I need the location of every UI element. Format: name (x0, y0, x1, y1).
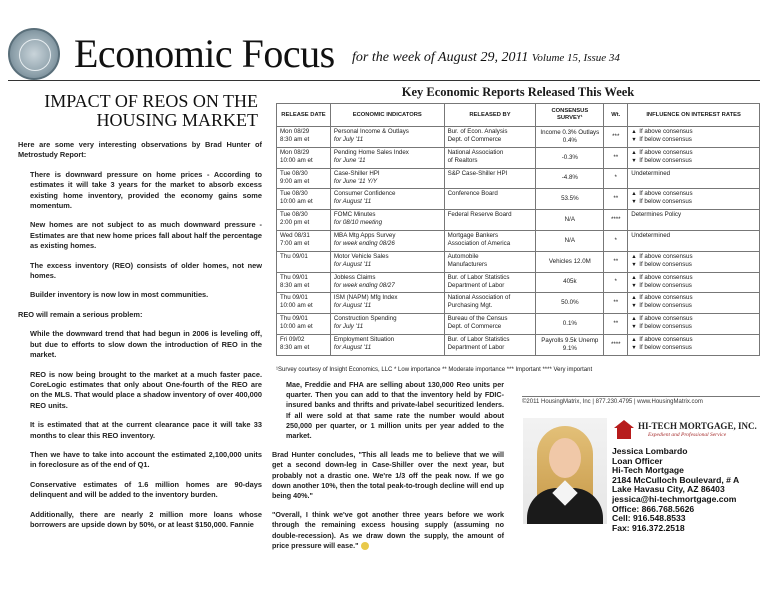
released-by-line-1: Bur. of Labor Statistics (447, 335, 510, 343)
release-date-cell (277, 230, 331, 251)
triangle-down-icon: ▼ (631, 157, 637, 164)
release-time: 10:00 am et (280, 156, 313, 164)
influence-text: If above consensus (639, 252, 693, 260)
paragraph: REO will remain a serious problem: (18, 309, 143, 319)
released-by-cell (444, 314, 536, 335)
release-date-cell (277, 293, 331, 314)
influence-cell (628, 168, 760, 189)
release-day: Fri 09/02 (280, 335, 305, 343)
influence-text: If above consensus (639, 294, 693, 302)
release-date-cell (277, 127, 331, 148)
indicator-cell (330, 314, 444, 335)
released-by-cell (444, 334, 536, 355)
triangle-up-icon: ▲ (631, 295, 637, 302)
influence-line-1 (631, 149, 756, 157)
table-row (277, 147, 760, 168)
released-by-line-2: Dept. of Commerce (447, 323, 502, 331)
influence-cell (628, 147, 760, 168)
released-by-cell (444, 230, 536, 251)
release-day: Tue 08/30 (280, 169, 308, 177)
paragraph: REO is now being brought to the market at a much faster pace. CoreLogic estimates that only about One-fourth of the REO are on the MLS. That would place a shadow inventory of over 400,000 REO units. (30, 369, 262, 410)
triangle-down-icon: ▼ (631, 344, 637, 351)
release-date-cell (277, 272, 331, 293)
indicator-name: Pending Home Sales Index (333, 148, 409, 156)
indicator-cell (330, 230, 444, 251)
paragraph-with-smiley (272, 510, 504, 551)
smiley-icon (361, 542, 369, 550)
released-by-cell (444, 293, 536, 314)
influence-line-2 (631, 344, 756, 352)
weight-cell: ** (604, 189, 628, 210)
weight-cell: ** (604, 293, 628, 314)
paragraph: While the downward trend that had begun in 2006 is leveling off, but due to efforts to slow down the introduction of REO in the market. (30, 329, 262, 360)
triangle-down-icon: ▼ (631, 324, 637, 331)
triangle-down-icon: ▼ (631, 261, 637, 268)
indicator-period: for June '11 (333, 156, 366, 164)
contact-role: Loan Officer (612, 455, 663, 466)
triangle-up-icon: ▲ (631, 253, 637, 260)
released-by-line-2: Dept. of Commerce (447, 136, 502, 143)
indicator-name: Construction Spending (333, 315, 397, 323)
table-row (277, 189, 760, 210)
release-time: 8:30 am et (280, 281, 310, 289)
influence-cell (628, 189, 760, 210)
indicator-period: for week ending 08/27 (333, 281, 395, 289)
consensus-cell: Vehicles 12.0M (536, 251, 604, 272)
paragraph: Then we have to take into account the estimated 2,100,000 units in foreclosure as of the end of Q1. (30, 449, 262, 470)
triangle-up-icon: ▲ (631, 191, 637, 198)
table-row (277, 168, 760, 189)
release-time: 10:00 am et (280, 302, 313, 310)
indicator-cell (330, 334, 444, 355)
released-by-line-2: Association of America (447, 239, 511, 247)
released-by-line-2: of Realtors (447, 156, 478, 164)
weight-cell: * (604, 230, 628, 251)
indicator-period: for August '11 (333, 302, 372, 310)
consensus-cell: -4.8% (536, 168, 604, 189)
paragraph: Mae, Freddie and FHA are selling about 130,000 Reo units per quarter. Then you can add to that the inventory held by FDIC-insured banks and thrifts and private-label securitized lenders. If all were sold at that same rate the number would about 250,000 per quarter, or 1 million units per year added to the market. (286, 380, 504, 441)
release-day: Mon 08/29 (280, 148, 310, 156)
indicator-name: Consumer Confidence (333, 190, 396, 198)
release-date-cell (277, 251, 331, 272)
released-by-line-1: National Association (447, 148, 504, 156)
table-title: Key Economic Reports Released This Week (401, 85, 635, 99)
table-row (277, 334, 760, 355)
influence-cell (628, 127, 760, 148)
influence-line-1 (631, 232, 756, 240)
released-by-cell (444, 251, 536, 272)
release-time: 8:30 am et (280, 136, 310, 143)
influence-cell (628, 210, 760, 231)
indicator-name: MBA Mtg Apps Survey (333, 231, 396, 239)
influence-cell (628, 230, 760, 251)
article-left-column (18, 140, 262, 539)
loan-officer-photo (523, 418, 607, 524)
released-by-cell (444, 147, 536, 168)
weight-cell: *** (604, 127, 628, 148)
indicator-period: for August '11 (333, 260, 372, 268)
released-by-line-2: Manufacturers (447, 260, 488, 268)
headline-line-1: IMPACT OF REOS ON THE (44, 91, 258, 111)
influence-line-1 (631, 190, 756, 198)
consensus-cell: N/A (536, 210, 604, 231)
table-header-row (277, 104, 760, 127)
header-divider (8, 80, 760, 81)
indicator-period: for June '11 Y/Y (333, 177, 378, 185)
influence-cell (628, 334, 760, 355)
influence-cell (628, 293, 760, 314)
indicator-cell (330, 127, 444, 148)
triangle-up-icon: ▲ (631, 149, 637, 156)
release-time: 9:00 am et (280, 177, 310, 185)
indicator-name: Personal Income & Outlays (333, 128, 409, 135)
paragraph: Brad Hunter concludes, "This all leads me to believe that we will get a second down-leg in Case-Shiller over the next year, but probably not a drastic one. We're 1/3 off the peak now. If we go down another 10%, then the total peak-to-trough decline will end up being 40%." (272, 450, 504, 501)
influence-line-2 (631, 302, 756, 310)
issue-line (352, 50, 620, 66)
consensus-cell: 53.5% (536, 189, 604, 210)
paragraph: Additionally, there are nearly 2 million more loans whose borrowers are upside down by 50%, or at least $150,000. Fannie (30, 509, 262, 529)
indicator-period: for week ending 08/26 (333, 239, 395, 247)
indicator-name: Case-Shiller HPI (333, 169, 380, 177)
release-day: Tue 08/30 (280, 190, 308, 198)
released-by-line-1: Federal Reserve Board (447, 211, 512, 219)
weight-cell: **** (604, 210, 628, 231)
triangle-down-icon: ▼ (631, 199, 637, 206)
influence-text: If below consensus (639, 198, 692, 206)
indicator-name: FOMC Minutes (333, 211, 376, 219)
influence-line-2 (631, 261, 756, 269)
weight-cell: ** (604, 147, 628, 168)
release-day: Thu 09/01 (280, 252, 308, 260)
influence-text: If above consensus (639, 128, 693, 135)
released-by-cell (444, 189, 536, 210)
influence-text: Undetermined (631, 231, 671, 239)
released-by-cell (444, 272, 536, 293)
headline-line-2: HOUSING MARKET (96, 110, 258, 130)
table-row (277, 230, 760, 251)
influence-line-2 (631, 282, 756, 290)
released-by-line-1: Automobile (447, 252, 479, 260)
indicator-name: ISM (NAPM) Mfg Index (333, 294, 398, 302)
released-by-line-2: Purchasing Mgt. (447, 302, 493, 310)
influence-text: If below consensus (639, 323, 692, 331)
influence-text: Determines Policy (631, 211, 682, 219)
contact-address-2: Lake Havasu City, AZ 86403 (612, 484, 725, 495)
weight-cell: ** (604, 314, 628, 335)
indicator-cell (330, 251, 444, 272)
release-date-cell (277, 168, 331, 189)
indicator-name: Jobless Claims (333, 273, 376, 281)
triangle-up-icon: ▲ (631, 274, 637, 281)
release-time: 8:30 am et (280, 343, 310, 351)
paragraph: Conservative estimates of 1.6 million homes are 90-days delinquent and will be added to the inventory burden. (30, 479, 262, 500)
released-by-line-1: Bureau of the Census (447, 315, 508, 323)
release-day: Thu 09/01 (280, 315, 308, 323)
column-header: INFLUENCE ON INTEREST RATES (628, 104, 760, 127)
paragraph: It is estimated that at the current clearance pace it will take 33 months to clear this REO inventory. (30, 420, 262, 440)
release-date-cell (277, 314, 331, 335)
influence-line-1 (631, 274, 756, 282)
influence-text: If above consensus (639, 335, 693, 343)
influence-line-1 (631, 294, 756, 302)
influence-text: If below consensus (639, 302, 692, 310)
contact-details (612, 447, 762, 533)
contact-address-1: 2184 McCulloch Boulevard, # A (612, 474, 740, 485)
release-day: Thu 09/01 (280, 294, 308, 302)
released-by-line-1: S&P Case-Shiller HPI (447, 169, 508, 177)
paragraph: There is downward pressure on home prices - According to estimates it will take 3 years for the market to absorb excess existing home inventory, provided the economy gains some momentum. (30, 169, 262, 211)
volume-text: Volume 15, Issue 34 (531, 52, 620, 64)
indicator-period: for August '11 (333, 198, 372, 206)
article-middle-column (272, 380, 504, 560)
influence-text: If below consensus (639, 260, 692, 268)
indicator-period: for July '11 (333, 323, 364, 331)
influence-text: If below consensus (639, 136, 692, 143)
column-header: RELEASE DATE (277, 104, 331, 127)
table-row (277, 251, 760, 272)
influence-text: Undetermined (631, 169, 671, 177)
released-by-line-1: Bur. of Labor Statistics (447, 273, 510, 281)
release-time: 10:00 am et (280, 323, 313, 331)
triangle-up-icon: ▲ (631, 316, 637, 323)
contact-firm: Hi-Tech Mortgage (612, 465, 684, 476)
week-text: for the week of August 29, 2011 (352, 50, 529, 65)
contact-fax: Fax: 916.372.2518 (612, 522, 685, 533)
consensus-cell: N/A (536, 230, 604, 251)
indicator-name: Motor Vehicle Sales (333, 252, 389, 260)
influence-line-1 (631, 211, 756, 219)
contact-name: Jessica Lombardo (612, 446, 688, 456)
indicator-cell (330, 293, 444, 314)
release-day: Tue 08/30 (280, 211, 308, 219)
triangle-down-icon: ▼ (631, 137, 637, 143)
influence-line-2 (631, 157, 756, 165)
consensus-cell: 50.0% (536, 293, 604, 314)
indicator-period: for August '11 (333, 343, 372, 351)
influence-line-2 (631, 136, 756, 144)
consensus-cell: 0.1% (536, 314, 604, 335)
table-row (277, 127, 760, 148)
released-by-cell (444, 210, 536, 231)
release-day: Thu 09/01 (280, 273, 308, 281)
released-by-line-1: Conference Board (447, 190, 498, 198)
influence-line-1 (631, 336, 756, 344)
release-time: 7:00 am et (280, 239, 310, 247)
influence-text: If below consensus (639, 281, 692, 289)
released-by-line-2: Department of Labor (447, 343, 505, 351)
release-time: 2:00 pm et (280, 219, 310, 227)
contact-email-link[interactable]: jessica@hi-techmortgage.com (612, 493, 737, 504)
paragraph: Here are some very interesting observations by Brad Hunter of Metrostudy Report: (18, 140, 262, 160)
release-date-cell (277, 147, 331, 168)
indicator-cell (330, 147, 444, 168)
influence-line-1 (631, 253, 756, 261)
influence-cell (628, 314, 760, 335)
table-row (277, 314, 760, 335)
release-day: Mon 08/29 (280, 128, 310, 135)
released-by-line-1: National Association of (447, 294, 511, 302)
influence-line-2 (631, 198, 756, 206)
release-date-cell (277, 210, 331, 231)
consensus-cell: Payrolls 9.5k Unemp 9.1% (536, 334, 604, 355)
seal-logo (8, 28, 60, 80)
company-tagline: Expedient and Professional Service (648, 432, 727, 438)
table-row (277, 293, 760, 314)
indicator-cell (330, 210, 444, 231)
influence-line-1 (631, 170, 756, 178)
released-by-line-2: Department of Labor (447, 281, 505, 289)
indicator-name: Employment Situation (333, 335, 395, 343)
influence-cell (628, 251, 760, 272)
paragraph: Builder inventory is now low in most communities. (30, 290, 209, 300)
article-headline (30, 92, 258, 130)
column-header: RELEASED BY (444, 104, 536, 127)
influence-text: If below consensus (639, 343, 692, 351)
house-icon (614, 420, 634, 440)
weight-cell: * (604, 168, 628, 189)
release-date-cell (277, 189, 331, 210)
weight-cell: ** (604, 251, 628, 272)
influence-text: If above consensus (639, 148, 693, 156)
company-name: HI-TECH MORTGAGE, INC. (638, 421, 757, 431)
paragraph-text: "Overall, I think we've got another three years before we work through the remaining excess housing supply (assuming no double-recession). As we draw down the supply, the amount of price pressure will ease." (272, 510, 504, 550)
paragraph: The excess inventory (REO) consists of older homes, not new homes. (30, 260, 262, 281)
released-by-cell (444, 127, 536, 148)
table-row (277, 210, 760, 231)
table-row (277, 272, 760, 293)
influence-text: If below consensus (639, 156, 692, 164)
weight-cell: * (604, 272, 628, 293)
paragraph: New homes are not subject to as much downward pressure - Estimates are that new home prices fall about half the percentage as existing homes. (30, 220, 262, 251)
weight-cell: **** (604, 334, 628, 355)
indicator-cell (330, 272, 444, 293)
influence-text: If above consensus (639, 315, 693, 323)
triangle-down-icon: ▼ (631, 303, 637, 310)
column-header: Wt. (604, 104, 628, 127)
indicator-period: for July '11 (333, 136, 364, 143)
consensus-cell: 405k (536, 272, 604, 293)
consensus-cell: Income 0.3% Outlays 0.4% (536, 127, 604, 148)
newsletter-title: Economic Focus (74, 31, 335, 76)
release-day: Wed 08/31 (280, 231, 310, 239)
copyright-line: ©2011 HousingMatrix, Inc | 877.230.4795 | www.HousingMatrix.com (522, 396, 760, 405)
company-logo (614, 418, 764, 444)
influence-cell (628, 272, 760, 293)
influence-line-2 (631, 323, 756, 331)
economic-reports-table (276, 103, 760, 356)
triangle-up-icon: ▲ (631, 129, 637, 135)
released-by-line-1: Mortgage Bankers (447, 231, 499, 239)
table-body (277, 127, 760, 356)
released-by-line-1: Bur. of Econ. Analysis (447, 128, 508, 135)
contact-office-phone: Office: 866.768.5626 (612, 503, 695, 514)
consensus-cell: -0.3% (536, 147, 604, 168)
column-header: ECONOMIC INDICATORS (330, 104, 444, 127)
influence-line-1 (631, 315, 756, 323)
triangle-up-icon: ▲ (631, 336, 637, 343)
released-by-cell (444, 168, 536, 189)
influence-text: If above consensus (639, 273, 693, 281)
indicator-cell (330, 189, 444, 210)
contact-cell-phone: Cell: 916.548.8533 (612, 513, 686, 524)
indicator-period: for 08/10 meeting (333, 219, 383, 227)
release-date-cell (277, 334, 331, 355)
column-header: CONSENSUS SURVEY¹ (536, 104, 604, 127)
triangle-down-icon: ▼ (631, 282, 637, 289)
influence-text: If above consensus (639, 190, 693, 198)
table-footnote: ¹Survey courtesy of Insight Economics, LLC * Low importance ** Moderate importance *** Important **** Very important (276, 367, 593, 373)
release-time: 10:00 am et (280, 198, 313, 206)
influence-line-1 (631, 128, 756, 136)
indicator-cell (330, 168, 444, 189)
